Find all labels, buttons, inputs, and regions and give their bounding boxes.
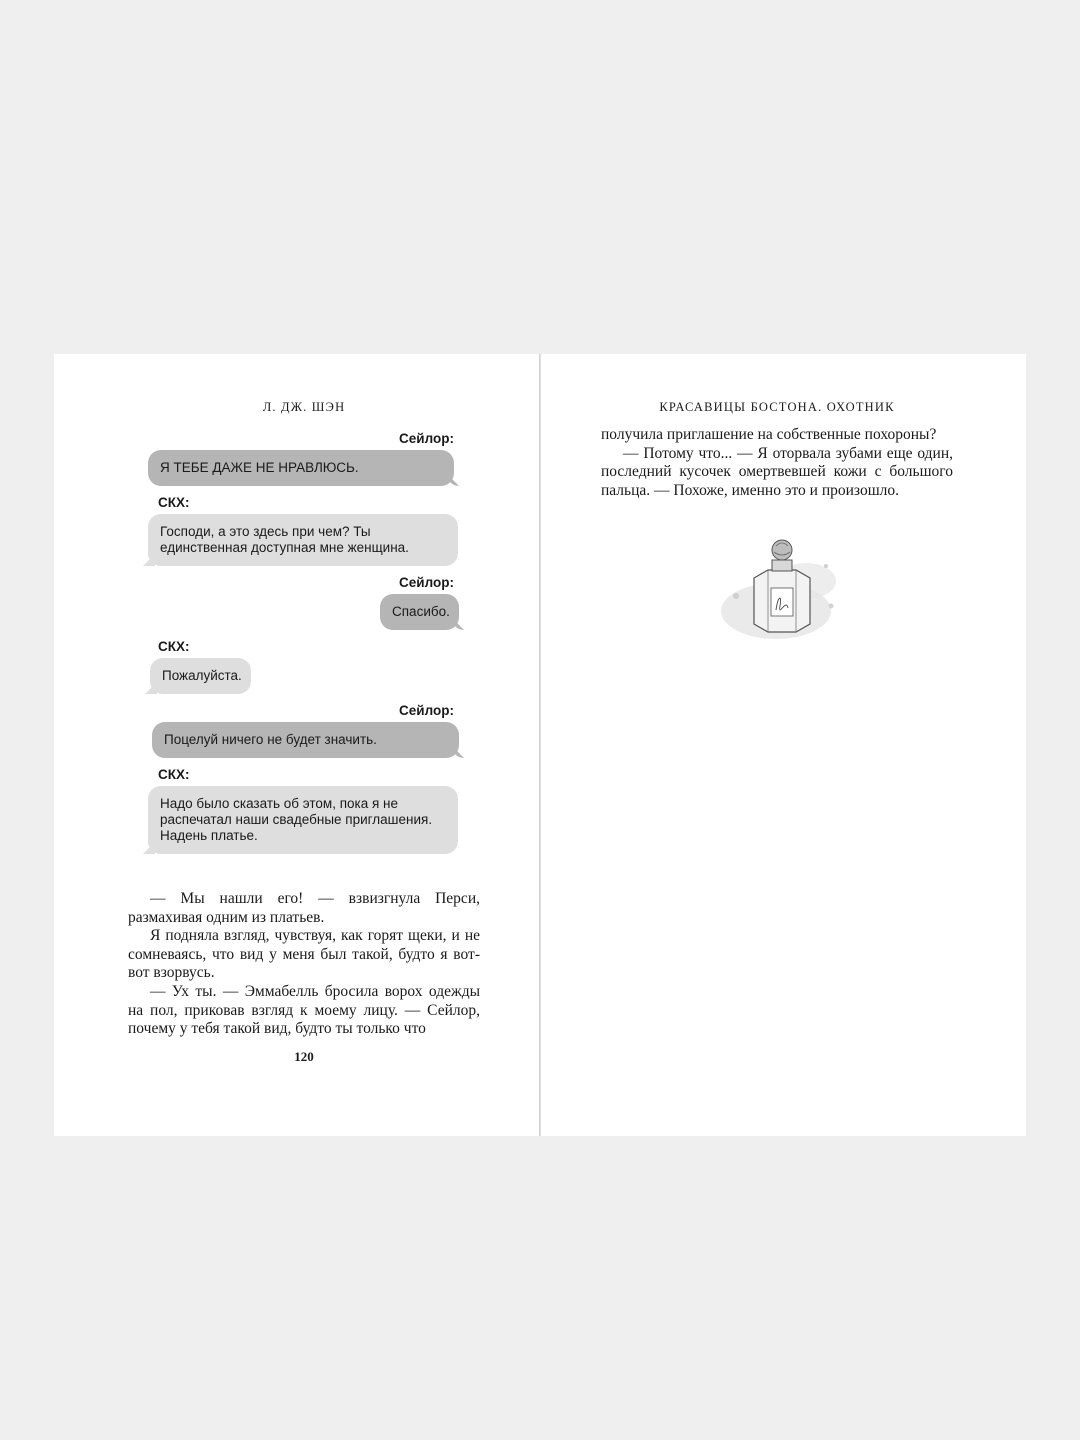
running-head-author: Л. ДЖ. ШЭН bbox=[262, 400, 346, 414]
body-text bbox=[128, 890, 480, 1039]
running-head-title: КРАСАВИЦЫ БОСТОНА. ОХОТНИК bbox=[659, 400, 895, 414]
chat-sender: Сейлор: bbox=[399, 431, 454, 446]
paragraph: — Потому что... — Я оторвала зубами еще один, последний кусочек омертвевшей кожи с большого пальца. — Похоже, именно это и произошло. bbox=[601, 444, 953, 499]
paragraph: получила приглашение на собственные похороны? bbox=[601, 426, 937, 443]
left-page bbox=[54, 354, 539, 1136]
chat-bubble-received: Надо было сказать об этом, пока я не распечатал наши свадебные приглашения. Надень платье. bbox=[148, 786, 458, 854]
chat-sender: СКХ: bbox=[158, 767, 190, 782]
right-page bbox=[541, 354, 1026, 1136]
paragraph: Я подняла взгляд, чувствуя, как горят щеки, и не сомневаясь, что вид у меня был такой, будто я вот-вот взорвусь. bbox=[128, 927, 480, 982]
paragraph: — Ух ты. — Эммабелль бросила ворох одежды на пол, приковав взгляд к моему лицу. — Сейлор, почему у тебя такой вид, будто ты только что bbox=[128, 982, 480, 1038]
book-spread bbox=[54, 354, 1026, 1136]
chat-sender: Сейлор: bbox=[399, 575, 454, 590]
body-text bbox=[601, 426, 953, 500]
chat-bubble-sent: Спасибо. bbox=[380, 594, 459, 630]
chat-bubble-received: Господи, а это здесь при чем? Ты единственная доступная мне женщина. bbox=[148, 514, 458, 566]
chat-sender: СКХ: bbox=[158, 495, 190, 510]
chat-bubble-received: Пожалуйста. bbox=[150, 658, 251, 694]
page-number: 120 bbox=[294, 1049, 314, 1064]
chat-sender: СКХ: bbox=[158, 639, 190, 654]
perfume-bottle-icon bbox=[716, 536, 846, 646]
chat-sender: Сейлор: bbox=[399, 703, 454, 718]
text-message-thread bbox=[128, 428, 480, 860]
paragraph: — Мы нашли его! — взвизгнула Перси, размахивая одним из платьев. bbox=[128, 890, 480, 926]
chat-bubble-sent: Я ТЕБЕ ДАЖЕ НЕ НРАВЛЮСЬ. bbox=[148, 450, 454, 486]
chat-bubble-sent: Поцелуй ничего не будет значить. bbox=[152, 722, 459, 758]
